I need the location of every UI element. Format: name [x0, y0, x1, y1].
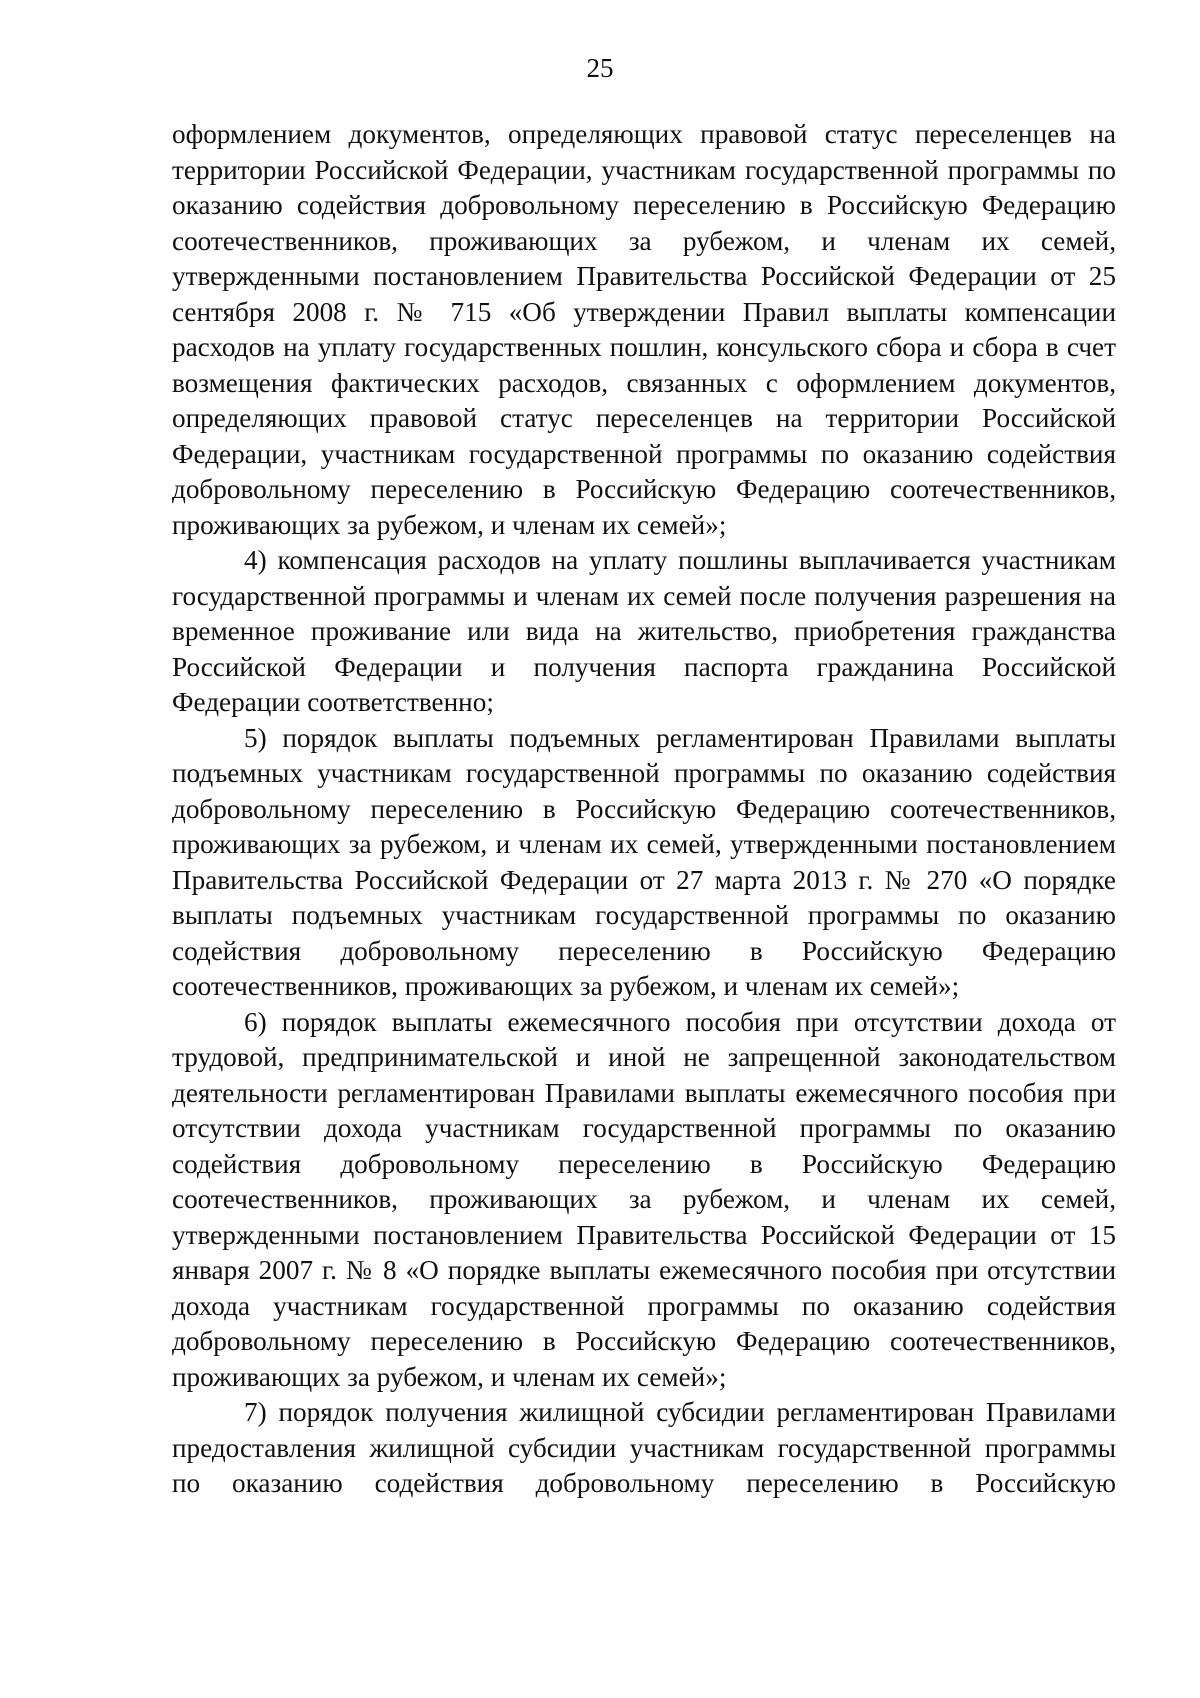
- paragraph-continuation: оформлением документов, определяющих правовой статус переселенцев на территории Российской Федерации, участникам государственной программы по оказанию содействия добровольному переселению в Российскую Федерацию соотечественников, проживающих за рубежом, и членам их семей, утвержденными постановлением Правительства Российской Федерации от 25 сентября 2008 г. № 715 «Об утверждении Правил выплаты компенсации расходов на уплату государственных пошлин, консульского сбора и сбора в счет возмещения фактических расходов, связанных с оформлением документов, определяющих правовой статус переселенцев на территории Российской Федерации, участникам государственной программы по оказанию содействия добровольному переселению в Российскую Федерацию соотечественников, проживающих за рубежом, и членам их семей»;: [172, 119, 1116, 540]
- paragraph-item-5: 5) порядок выплаты подъемных регламентирован Правилами выплаты подъемных участникам государственной программы по оказанию содействия добровольному переселению в Российскую Федерацию соотечественников, проживающих за рубежом, и членам их семей, утвержденными постановлением Правительства Российской Федерации от 27 марта 2013 г. № 270 «О порядке выплаты подъемных участникам государственной программы по оказанию содействия добровольному переселению в Российскую Федерацию соотечественников, проживающих за рубежом, и членам их семей»;: [172, 722, 1116, 1001]
- page-number: 25: [586, 53, 614, 83]
- paragraph-item-7: 7) порядок получения жилищной субсидии регламентирован Правилами предоставления жилищной субсидии участникам государственной программы по оказанию содействия добровольному переселению в Российскую: [172, 1397, 1116, 1498]
- document-body: [172, 117, 1116, 1502]
- paragraph-item-6: 6) порядок выплаты ежемесячного пособия при отсутствии дохода от трудовой, предпринимательской и иной не запрещенной законодательством деятельности регламентирован Правилами выплаты ежемесячного пособия при отсутствии дохода участникам государственной программы по оказанию содействия добровольному переселению в Российскую Федерацию соотечественников, проживающих за рубежом, и членам их семей, утвержденными постановлением Правительства Российской Федерации от 15 января 2007 г. № 8 «О порядке выплаты ежемесячного пособия при отсутствии дохода участникам государственной программы по оказанию содействия добровольному переселению в Российскую Федерацию соотечественников, проживающих за рубежом, и членам их семей»;: [172, 1006, 1116, 1392]
- paragraph-item-4: 4) компенсация расходов на уплату пошлины выплачивается участникам государственной программы и членам их семей после получения разрешения на временное проживание или вида на жительство, приобретения гражданства Российской Федерации и получения паспорта гражданина Российской Федерации соответственно;: [172, 545, 1116, 717]
